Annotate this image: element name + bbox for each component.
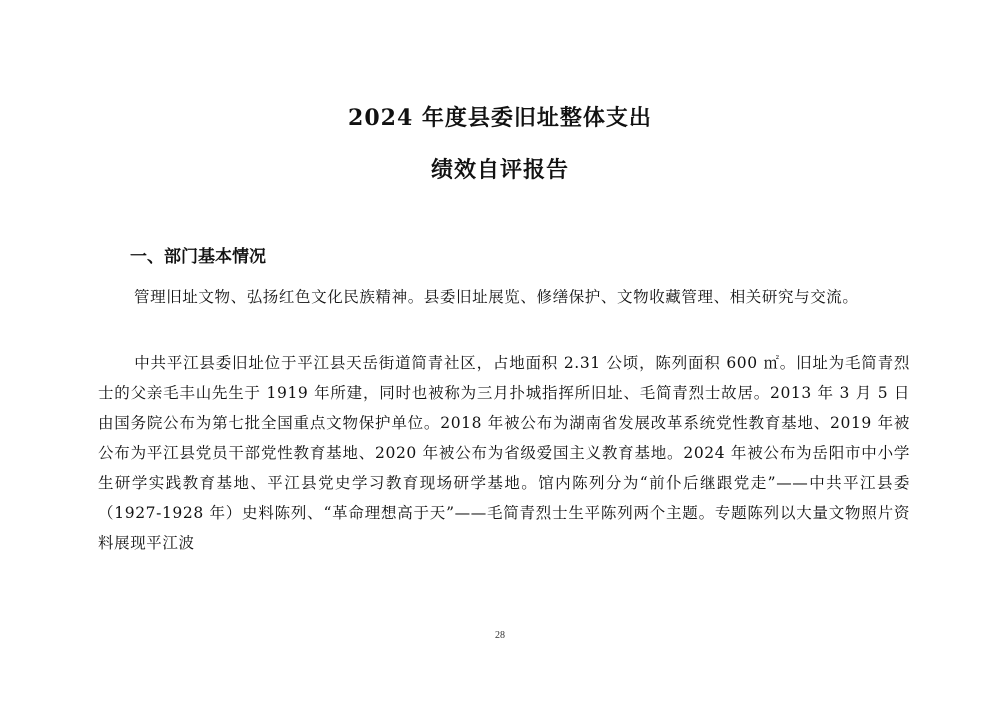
paragraph-2 bbox=[98, 348, 910, 558]
section-heading-basic-info: 一、部门基本情况 bbox=[130, 247, 266, 267]
paragraph-1-text: 管理旧址文物、弘扬红色文化民族精神。县委旧址展览、修缮保护、文物收藏管理、相关研究与交流。 bbox=[134, 288, 859, 306]
page-number: 28 bbox=[495, 630, 505, 641]
document-title-line-1: 2024 年度县委旧址整体支出 bbox=[348, 105, 652, 131]
paragraph-1 bbox=[98, 282, 910, 312]
document-title-line-2: 绩效自评报告 bbox=[430, 157, 569, 183]
paragraph-2-text: 中共平江县委旧址位于平江县天岳街道简青社区，占地面积 2.31 公顷，陈列面积 600 ㎡。旧址为毛简青烈士的父亲毛丰山先生于 1919 年所建，同时也被称为三月扑城指挥所旧址、毛简青烈士故居。2013 年 3 月 5 日由国务院公布为第七批全国重点文物保护单位。2018 年被公布为湖南省发展改革系统党性教育基地、2019 年被公布为平江县党员干部党性教育基地、2020 年被公布为省级爱国主义教育基地。2024 年被公布为岳阳市中小学生研学实践教育基地、平江县党史学习教育现场研学基地。馆内陈列分为“前仆后继跟党走”——中共平江县委（1927-1928 年）史料陈列、“革命理想高于天”——毛简青烈士生平陈列两个主题。专题陈列以大量文物照片资料展现平江波 bbox=[98, 354, 910, 552]
